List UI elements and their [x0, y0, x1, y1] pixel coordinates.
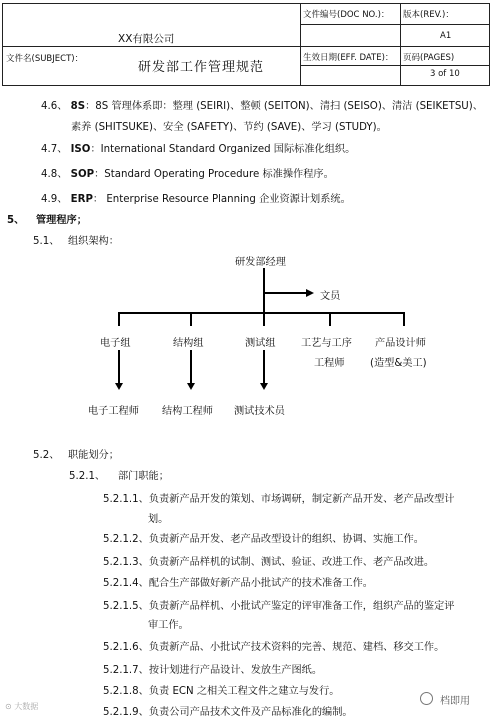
org-connector — [263, 350, 265, 384]
org-staff-testing: 测试技术员 — [234, 406, 285, 417]
org-connector — [190, 312, 192, 326]
arrow-down-icon — [115, 383, 123, 390]
arrow-down-icon — [187, 383, 195, 390]
arrow-right-icon — [306, 289, 314, 297]
org-staff-electronics: 电子工程师 — [88, 406, 139, 417]
subject-label: 文件名(SUBJECT)： — [6, 54, 84, 64]
subject-title: 研发部工作管理规范 — [138, 60, 265, 75]
wechat-icon — [420, 692, 433, 705]
header-divider — [400, 3, 401, 86]
list-item: 5.2.1.2、负责新产品开发、老产品改型设计的组织、协调、实施工作。 — [103, 534, 424, 545]
list-item: 5.2.1.9、负责公司产品技术文件及产品标准化的编制。 — [103, 707, 353, 718]
list-item: 5.2.1.1、负责新产品开发的策划、市场调研，制定新产品开发、老产品改型计 — [103, 494, 455, 505]
org-connector — [118, 350, 120, 384]
definition-item: 4.9、 ERP： Enterprise Resource Planning 企业资源计划系统。 — [41, 194, 351, 205]
subsection-title: 组织架构： — [68, 236, 119, 247]
section-number: 5、 — [7, 215, 25, 226]
arrow-down-icon — [260, 383, 268, 390]
header-divider — [300, 65, 490, 66]
subsubsection-title: 部门职能； — [118, 471, 169, 482]
list-item: 5.2.1.6、负责新产品、小批试产技术资料的完善、规范、建档、移交工作。 — [103, 642, 445, 653]
subsection-title: 职能划分； — [68, 450, 119, 461]
pages-value: 3 of 10 — [430, 69, 460, 79]
header-divider — [300, 3, 301, 86]
org-connector — [263, 312, 265, 326]
org-connector — [190, 350, 192, 384]
section-title: 管理程序； — [36, 215, 87, 226]
org-staff-structure: 结构工程师 — [162, 406, 213, 417]
subsection-number: 5.1、 — [33, 236, 60, 247]
org-connector — [263, 268, 265, 313]
doc-no-label: 文件编号(DOC NO.)： — [303, 10, 390, 20]
header-divider — [300, 24, 490, 25]
watermark-right: 档即用 — [440, 696, 470, 707]
org-connector — [329, 312, 331, 326]
definition-item: 4.6、 8S：8S 管理体系即：整理 (SEIRI)、整顿 (SEITON)、清扫 (SEISO)、清洁 (SEIKETSU)、 — [41, 101, 483, 112]
org-group-electronics: 电子组 — [100, 338, 131, 349]
org-manager: 研发部经理 — [235, 257, 286, 268]
org-group-process-sub: 工程师 — [314, 358, 345, 369]
subsection-number: 5.2、 — [33, 450, 60, 461]
weibo-icon: ⊙ — [5, 702, 12, 711]
definition-item: 4.8、 SOP：Standard Operating Procedure 标准操作程序。 — [41, 169, 334, 180]
org-connector — [403, 312, 405, 326]
subsubsection-number: 5.2.1、 — [69, 471, 106, 482]
rev-label: 版本(REV.)： — [403, 10, 454, 20]
org-group-designer: 产品设计师 — [375, 338, 426, 349]
org-clerk: 文员 — [320, 291, 341, 302]
list-item: 5.2.1.4、配合生产部做好新产品小批试产的技术准备工作。 — [103, 578, 373, 589]
watermark-left: ⊙ 大数据 — [5, 702, 39, 711]
org-group-structure: 结构组 — [173, 338, 204, 349]
rev-value: A1 — [440, 31, 452, 41]
org-group-designer-sub: (造型&美工) — [370, 358, 427, 369]
org-connector — [263, 292, 307, 294]
company-name: XX有限公司 — [118, 33, 175, 45]
org-connector — [118, 312, 404, 314]
list-item: 5.2.1.3、负责新产品样机的试制、测试、验证、改进工作、老产品改进。 — [103, 557, 435, 568]
definition-item: 4.7、 ISO：International Standard Organized 国际标准化组织。 — [41, 144, 356, 155]
org-group-process: 工艺与工序 — [301, 338, 352, 349]
list-item-continuation: 审工作。 — [148, 620, 189, 631]
pages-label: 页码(PAGES) — [403, 53, 455, 63]
list-item: 5.2.1.7、按计划进行产品设计、发放生产图纸。 — [103, 665, 323, 676]
org-connector — [118, 312, 120, 326]
definition-continuation: 素养 (SHITSUKE)、安全 (SAFETY)、节约 (SAVE)、学习 (STUDY)。 — [71, 122, 387, 133]
list-item: 5.2.1.5、负责新产品样机、小批试产鉴定的评审准备工作，组织产品的鉴定评 — [103, 601, 455, 612]
list-item-continuation: 划。 — [148, 514, 169, 525]
org-group-testing: 测试组 — [245, 338, 276, 349]
list-item: 5.2.1.8、负责 ECN 之相关工程文件之建立与发行。 — [103, 686, 340, 697]
eff-date-label: 生效日期(EFF. DATE)： — [303, 53, 394, 63]
header-divider — [2, 46, 490, 47]
